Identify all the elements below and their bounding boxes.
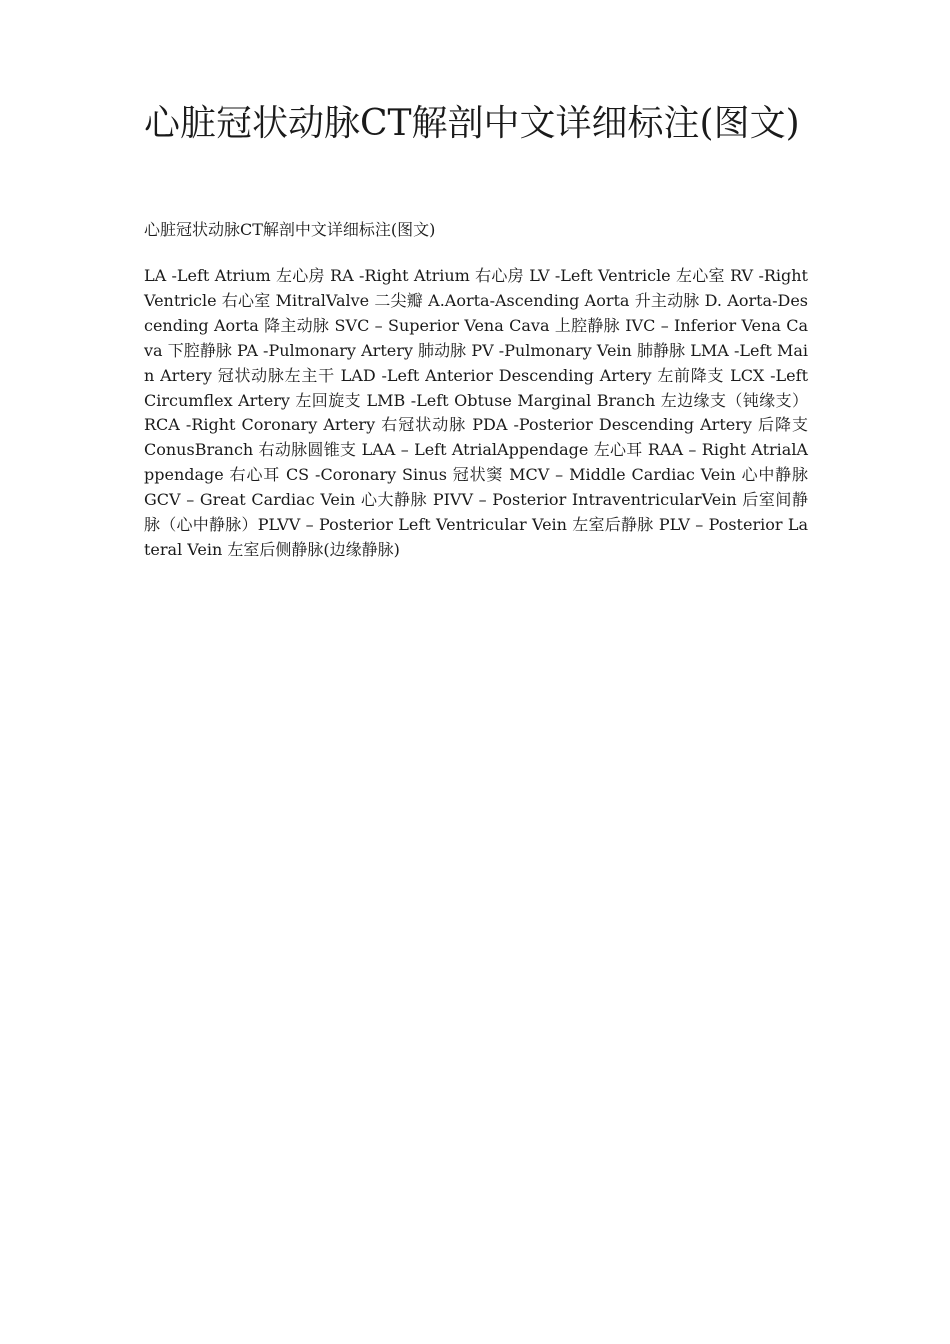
document-title: 心脏冠状动脉CT解剖中文详细标注(图文) <box>144 103 800 144</box>
document-body-paragraph: LA -Left Atrium 左心房 RA -Right Atrium 右心房 LV -Left Ventricle 左心室 RV -Right Ventricle 右心室 MitralValve 二尖瓣 A.Aorta-Ascending Aorta 升主动脉 D. Aorta-Descending Aorta 降主动脉 SVC – Superior Vena Cava 上腔静脉 IVC – Inferior Vena Cava 下腔静脉 PA -Pulmonary Artery 肺动脉 PV -Pulmonary Vein 肺静脉 LMA -Left Main Artery 冠状动脉左主干 LAD -Left Anterior Descending Artery 左前降支 LCX -Left Circumflex Artery 左回旋支 LMB -Left Obtuse Marginal Branch 左边缘支（钝缘支）RCA -Right Coronary Artery 右冠状动脉 PDA -Posterior Descending Artery 后降支 ConusBranch 右动脉圆锥支 LAA – Left AtrialAppendage 左心耳 RAA – Right AtrialAppendage 右心耳 CS -Coronary Sinus 冠状窦 MCV – Middle Cardiac Vein 心中静脉 GCV – Great Cardiac Vein 心大静脉 PIVV – Posterior IntraventricularVein 后室间静脉（心中静脉）PLVV – Posterior Left Ventricular Vein 左室后静脉 PLV – Posterior Lateral Vein 左室后侧静脉(边缘静脉) <box>144 266 808 559</box>
document-page <box>144 0 808 563</box>
document-subtitle: 心脏冠状动脉CT解剖中文详细标注(图文) <box>144 220 436 239</box>
